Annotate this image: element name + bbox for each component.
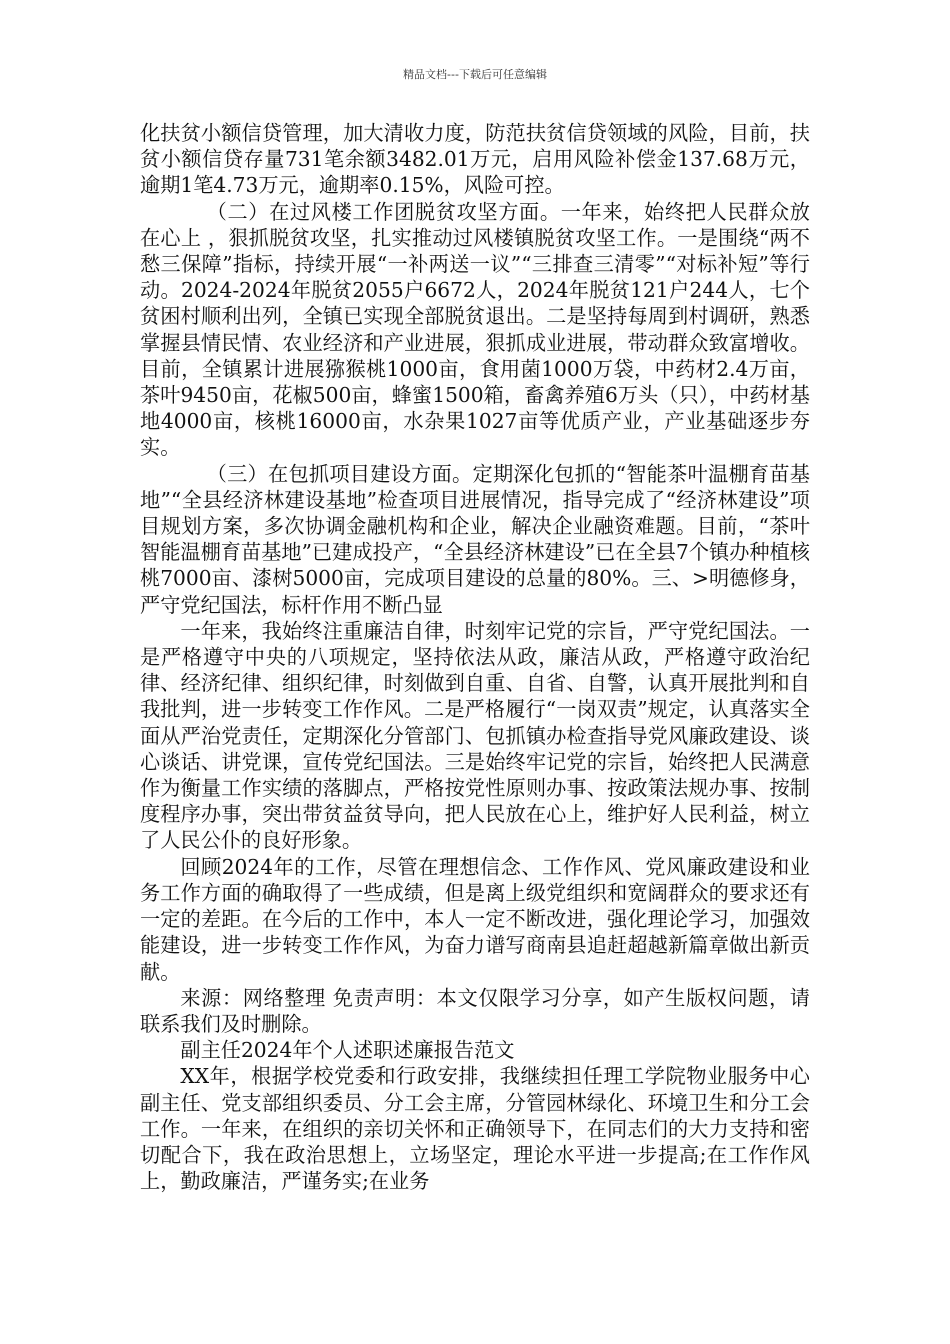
paragraph-disclaimer: 来源：网络整理 免责声明：本文仅限学习分享，如产生版权问题，请联系我们及时删除。 <box>140 985 810 1036</box>
paragraph-project-construction: （三）在包抓项目建设方面。定期深化包抓的“智能茶叶温棚育苗基地”“全县经济林建设基地”检查项目进展情况，指导完成了“经济林建设”项目规划方案，多次协调金融机构和企业，解决企业融资难题。目前，“茶叶智能温棚育苗基地”已建成投产，“全县经济林建设”已在全县7个镇办种植核桃7000亩、漆树5000亩，完成项目建设的总量的80%。三、>明德修身，严守党纪国法，标杆作用不断凸显 <box>140 461 810 617</box>
paragraph-integrity: 一年来，我始终注重廉洁自律，时刻牢记党的宗旨，严守党纪国法。一是严格遵守中央的八项规定，坚持依法从政，廉洁从政，严格遵守政治纪律、经济纪律、组织纪律，时刻做到自重、自省、自警，认真开展批判和自我批判，进一步转变工作作风。二是严格履行“一岗双责”规定，认真落实全面从严治党责任，定期深化分管部门、包抓镇办检查指导党风廉政建设、谈心谈话、讲党课，宣传党纪国法。三是始终牢记党的宗旨，始终把人民满意作为衡量工作实绩的落脚点，严格按党性原则办事、按政策法规办事、按制度程序办事，突出带贫益贫导向，把人民放在心上，维护好人民利益，树立了人民公仆的良好形象。 <box>140 618 810 853</box>
section-title: 副主任2024年个人述职述廉报告范文 <box>180 1038 515 1063</box>
page-header: 精品文档---下载后可任意编辑 <box>403 68 547 81</box>
paragraph-poverty-alleviation: （二）在过风楼工作团脱贫攻坚方面。一年来，始终把人民群众放在心上 ，狠抓脱贫攻坚，扎实推动过风楼镇脱贫攻坚工作。一是围绕“两不愁三保障”指标，持续开展“一补两送一议”“三排查三清零”“对标补短”等行动。2024-2024年脱贫2055户6672人，2024年脱贫121户244人，七个贫困村顺利出列，全镇已实现全部脱贫退出。二是坚持每周到村调研，熟悉掌握县情民情、农业经济和产业进展，狠抓成业进展，带动群众致富增收。目前，全镇累计进展猕猴桃1000亩，食用菌1000万袋，中药材2.4万亩，茶叶9450亩，花椒500亩，蜂蜜1500箱，畜禽养殖6万头（只），中药材基地4000亩，核桃16000亩，水杂果1027亩等优质产业，产业基础逐步夯实。 <box>140 199 810 460</box>
paragraph-review: 回顾2024年的工作，尽管在理想信念、工作作风、党风廉政建设和业务工作方面的确取得了一些成绩，但是离上级党组织和宽阔群众的要求还有一定的差距。在今后的工作中，本人一定不断改进，强化理论学习，加强效能建设，进一步转变工作作风，为奋力谱写商南县追赶超越新篇章做出新贡献。 <box>140 854 810 984</box>
paragraph-report-intro: XX年，根据学校党委和行政安排，我继续担任理工学院物业服务中心副主任、党支部组织委员、分工会主席，分管园林绿化、环境卫生和分工会工作。一年来，在组织的亲切关怀和正确领导下，在同志们的大力支持和密切配合下，我在政治思想上，立场坚定，理论水平进一步提高;在工作作风上，勤政廉洁，严谨务实;在业务 <box>140 1064 810 1194</box>
document-body <box>140 120 810 1194</box>
paragraph-microcredit: 化扶贫小额信贷管理，加大清收力度，防范扶贫信贷领域的风险，目前，扶贫小额信贷存量731笔余额3482.01万元，启用风险补偿金137.68万元，逾期1笔4.73万元，逾期率0.15%，风险可控。 <box>140 121 810 198</box>
